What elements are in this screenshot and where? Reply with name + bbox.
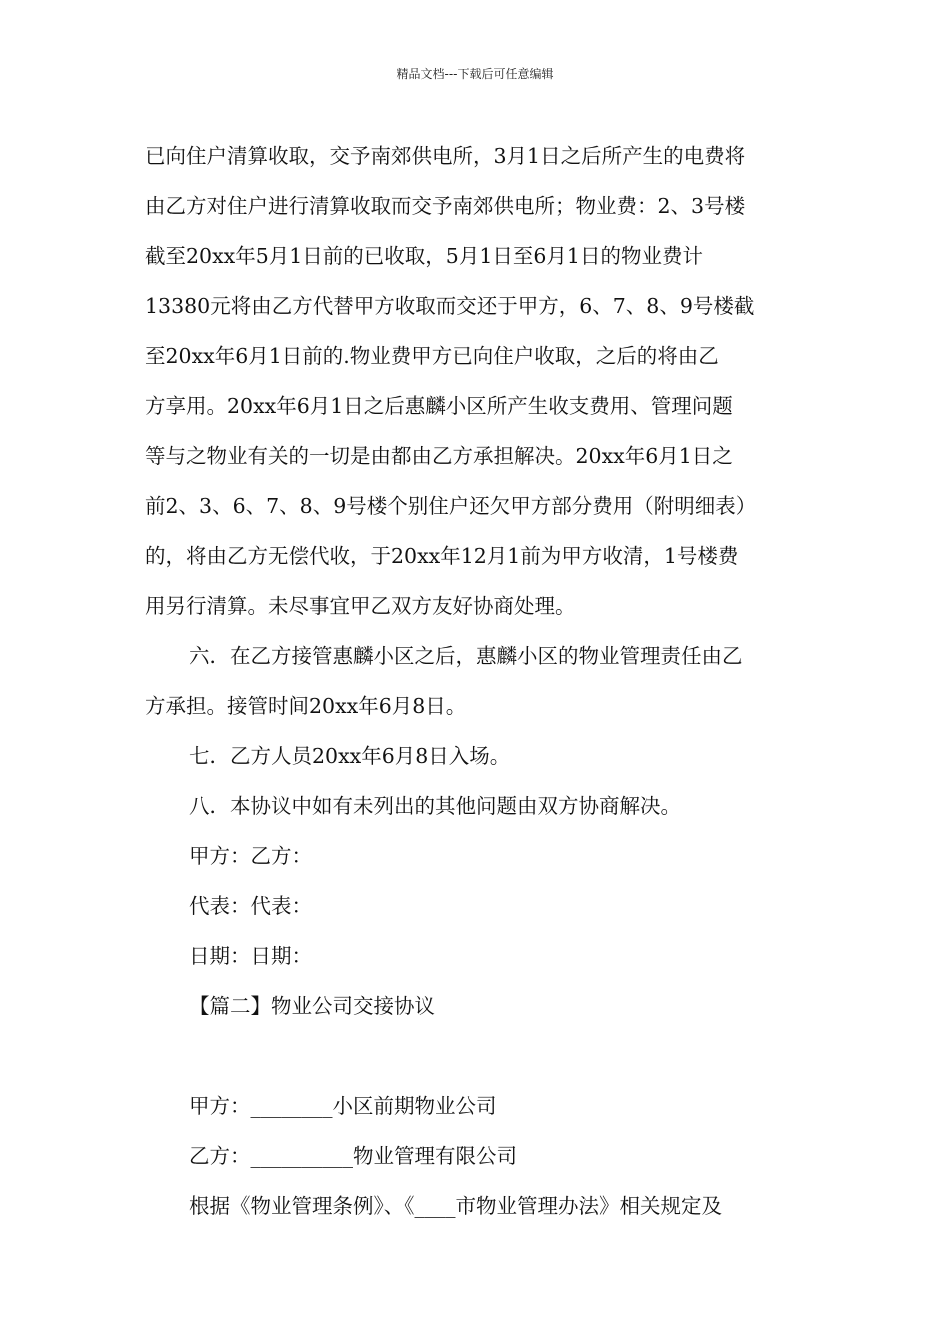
text-line: 13380元将由乙方代替甲方收取而交还于甲方，6、7、8、9号楼截 <box>145 294 755 318</box>
clause-six-line: 六．在乙方接管惠麟小区之后，惠麟小区的物业管理责任由乙 <box>189 644 743 668</box>
page-header: 精品文档---下载后可任意编辑 <box>396 67 554 81</box>
text-line: 已向住户清算收取，交予南郊供电所，3月1日之后所产生的电费将 <box>145 144 746 168</box>
text-line: 由乙方对住户进行清算收取而交予南郊供电所；物业费：2、3号楼 <box>145 194 746 218</box>
document-body <box>145 131 817 1231</box>
party-b-line: 乙方：__________物业管理有限公司 <box>189 1144 517 1168</box>
basis-line: 根据《物业管理条例》、《____市物业管理办法》相关规定及 <box>189 1194 722 1218</box>
text-line: 前2、3、6、7、8、9号楼个别住户还欠甲方部分费用（附明细表） <box>145 494 757 518</box>
text-line: 用另行清算。未尽事宜甲乙双方友好协商处理。 <box>145 594 576 618</box>
text-line: 截至20xx年5月1日前的已收取，5月1日至6月1日的物业费计 <box>145 244 703 268</box>
text-line: 等与之物业有关的一切是由都由乙方承担解决。20xx年6月1日之 <box>145 444 733 468</box>
blank-gap <box>145 1031 817 1081</box>
text-line: 的，将由乙方无偿代收，于20xx年12月1前为甲方收清，1号楼费 <box>145 544 739 568</box>
clause-eight: 八．本协议中如有未列出的其他问题由双方协商解决。 <box>189 794 681 818</box>
text-line: 至20xx年6月1日前的.物业费甲方已向住户收取，之后的将由乙 <box>145 344 719 368</box>
clause-seven: 七．乙方人员20xx年6月8日入场。 <box>189 744 511 768</box>
party-a-line: 甲方：________小区前期物业公司 <box>189 1094 497 1118</box>
clause-six-line: 方承担。接管时间20xx年6月8日。 <box>145 694 467 718</box>
signature-representatives: 代表：代表： <box>189 894 312 918</box>
text-line: 方享用。20xx年6月1日之后惠麟小区所产生收支费用、管理问题 <box>145 394 733 418</box>
section-two-title: 【篇二】物业公司交接协议 <box>189 994 435 1018</box>
signature-dates: 日期：日期： <box>189 944 312 968</box>
signature-parties: 甲方：乙方： <box>189 844 312 868</box>
